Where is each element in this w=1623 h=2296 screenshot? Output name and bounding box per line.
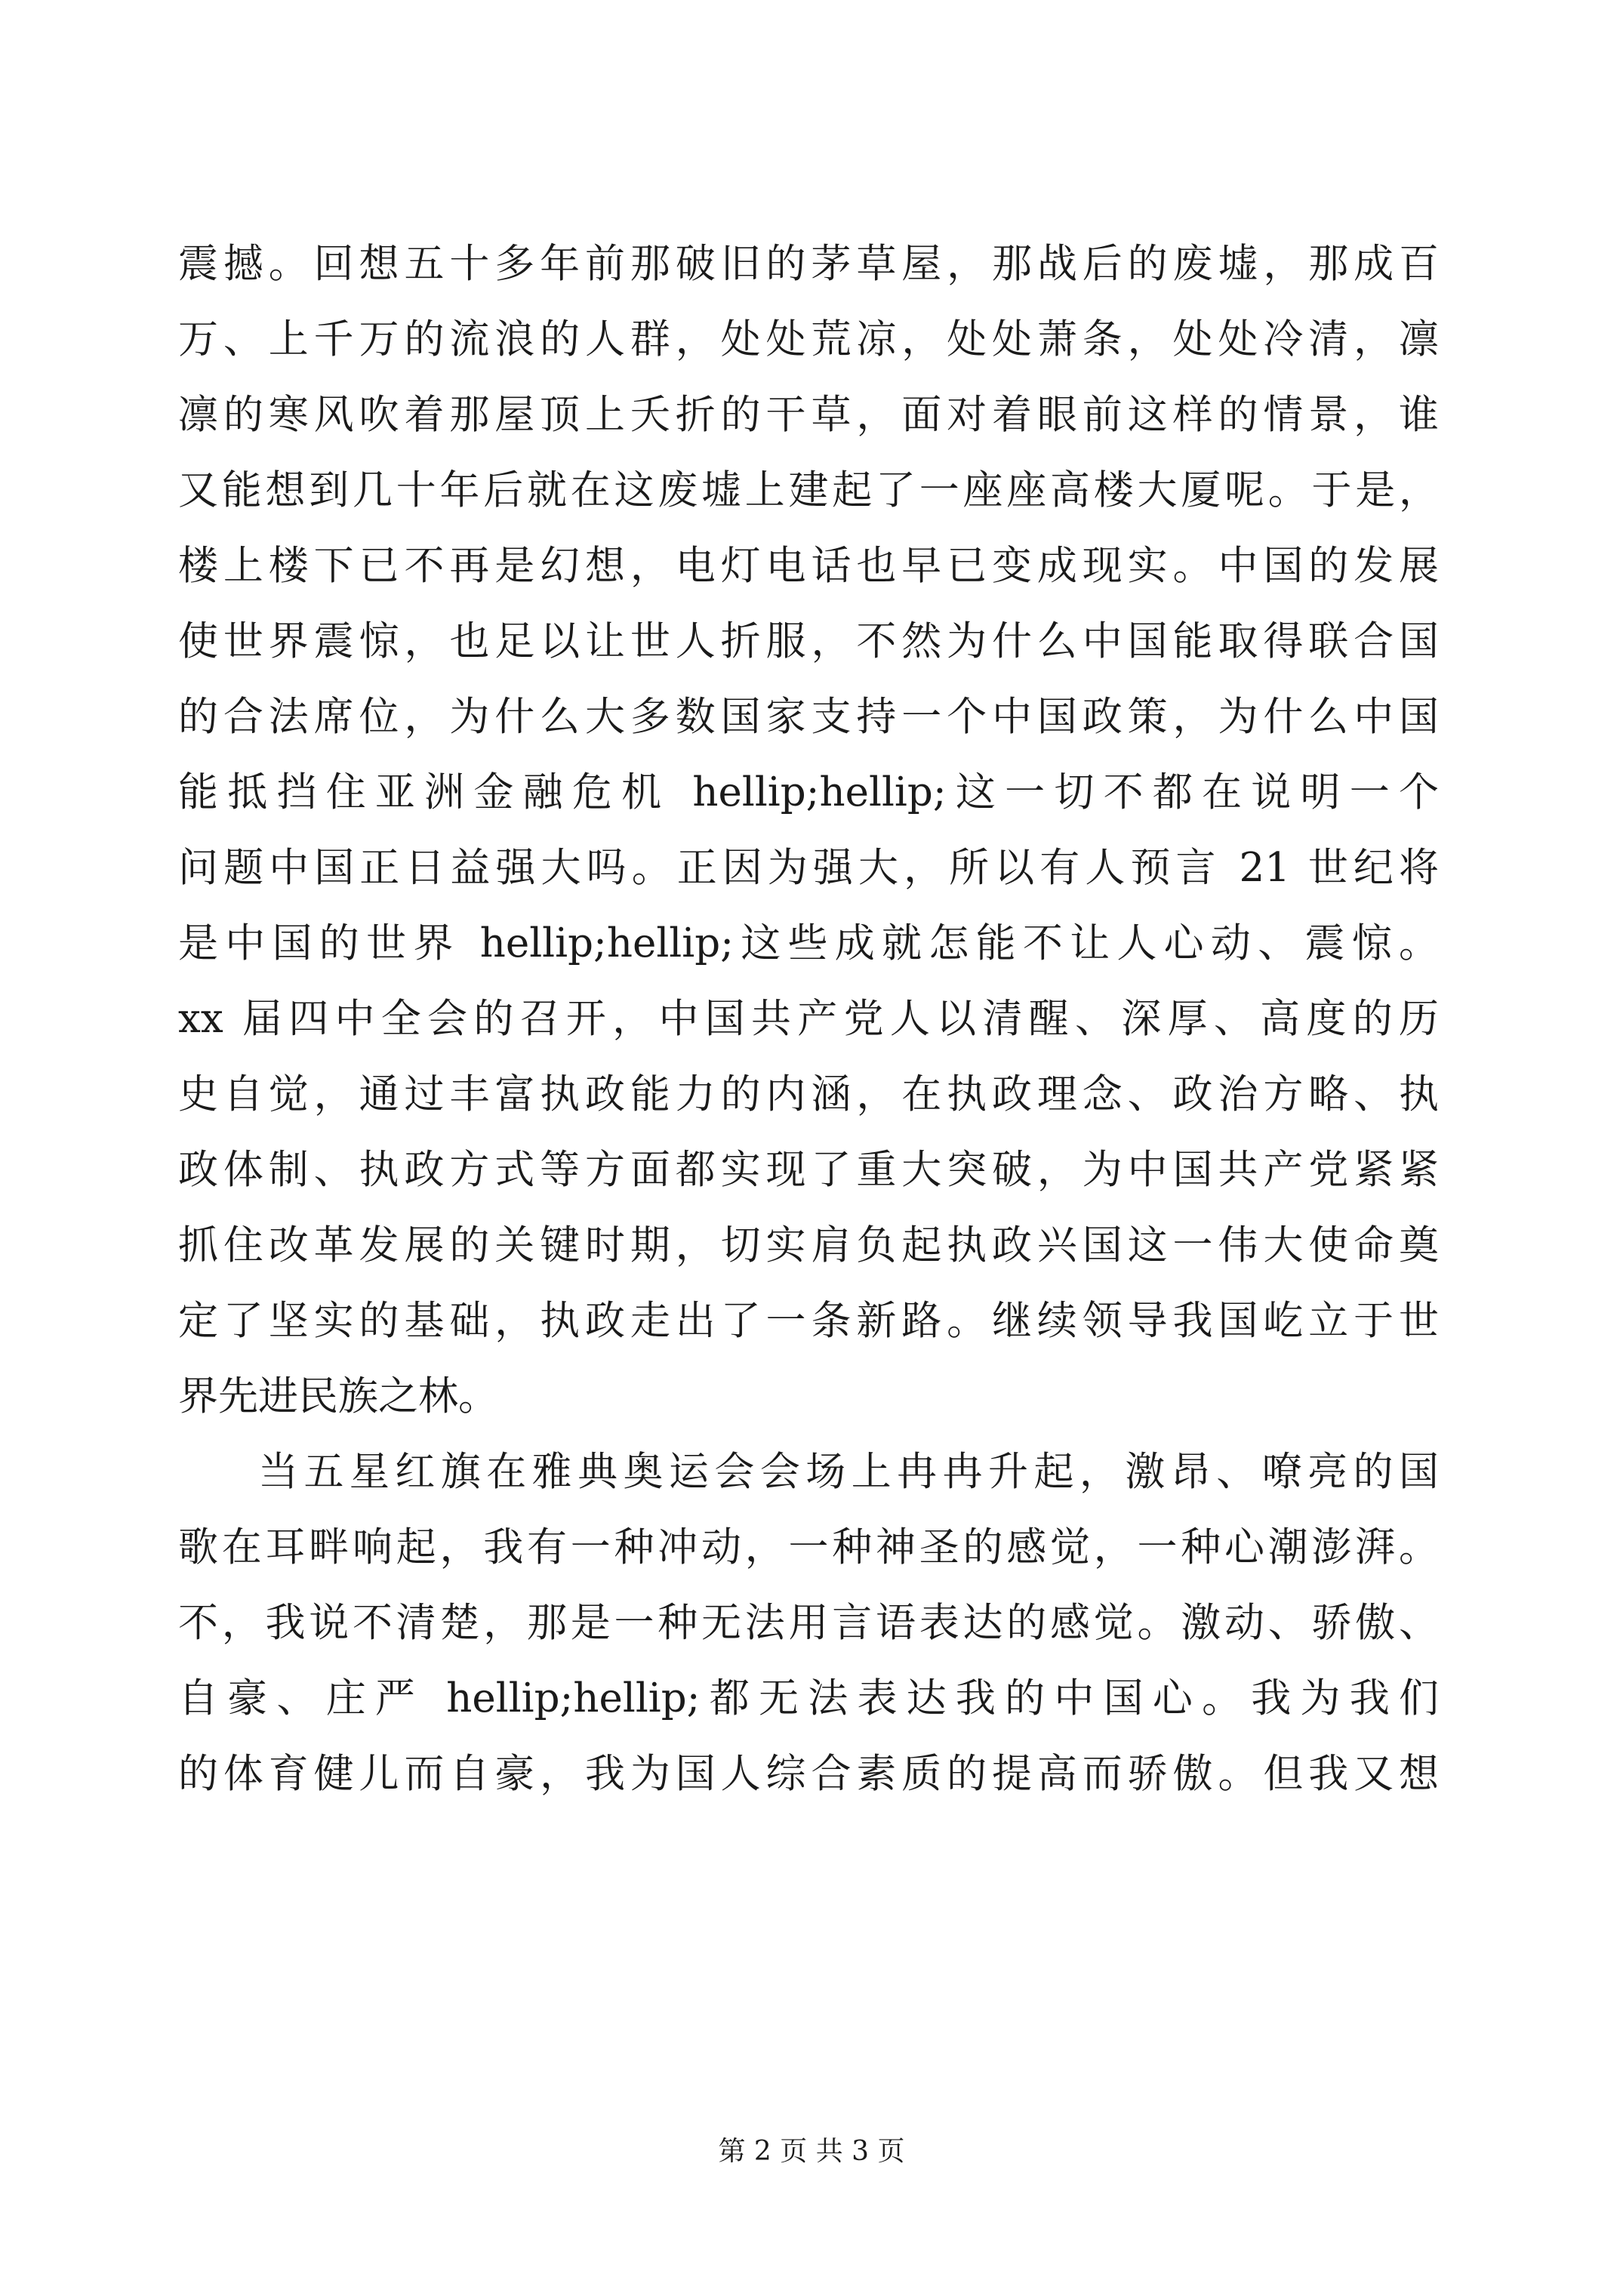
- paragraph-1-line-6: 使世界震惊，也足以让世人折服，不然为什么中国能取得联合国: [178, 618, 1439, 664]
- paragraph-1-line-16: 界先进民族之林。: [178, 1373, 498, 1419]
- paragraph-1-line-5: 楼上楼下已不再是幻想，电灯电话也早已变成现实。中国的发展: [178, 543, 1439, 589]
- paragraph-1-line-10: 是中国的世界 hellip;hellip;这些成就怎能不让人心动、震惊。: [178, 920, 1439, 966]
- paragraph-1-line-12: 史自觉，通过丰富执政能力的内涵，在执政理念、政治方略、执: [178, 1071, 1439, 1117]
- paragraph-1-line-14: 抓住改革发展的关键时期，切实肩负起执政兴国这一伟大使命奠: [178, 1222, 1439, 1268]
- paragraph-1-line-1: 震撼。回想五十多年前那破旧的茅草屋，那战后的废墟，那成百: [178, 241, 1439, 287]
- paragraph-1-line-9: 问题中国正日益强大吗。正因为强大，所以有人预言 21 世纪将: [178, 845, 1439, 891]
- paragraph-2-line-5: 的体育健儿而自豪，我为国人综合素质的提高而骄傲。但我又想: [178, 1751, 1439, 1797]
- paragraph-1-line-8: 能抵挡住亚洲金融危机 hellip;hellip;这一切不都在说明一个: [178, 769, 1439, 815]
- paragraph-1-line-2: 万、上千万的流浪的人群，处处荒凉，处处萧条，处处冷清，凛: [178, 316, 1439, 362]
- paragraph-1-line-15: 定了坚实的基础，执政走出了一条新路。继续领导我国屹立于世: [178, 1298, 1439, 1344]
- paragraph-1-line-7: 的合法席位，为什么大多数国家支持一个中国政策，为什么中国: [178, 694, 1439, 740]
- paragraph-2-line-1: 当五星红旗在雅典奥运会会场上冉冉升起，激昂、嘹亮的国: [258, 1449, 1439, 1495]
- page-number: 第 2 页 共 3 页: [718, 2136, 905, 2167]
- paragraph-1-line-3: 凛的寒风吹着那屋顶上夭折的干草，面对着眼前这样的情景，谁: [178, 392, 1439, 438]
- paragraph-2-line-4: 自豪、庄严 hellip;hellip;都无法表达我的中国心。我为我们: [178, 1675, 1439, 1721]
- paragraph-1-line-13: 政体制、执政方式等方面都实现了重大突破，为中国共产党紧紧: [178, 1147, 1439, 1193]
- document-body: [178, 227, 1439, 1812]
- paragraph-2-line-3: 不，我说不清楚，那是一种无法用言语表达的感觉。激动、骄傲、: [178, 1600, 1439, 1646]
- paragraph-1-line-11: xx 届四中全会的召开，中国共产党人以清醒、深厚、高度的历: [178, 996, 1439, 1042]
- page-footer: [0, 2133, 1623, 2171]
- paragraph-2-line-2: 歌在耳畔响起，我有一种冲动，一种神圣的感觉，一种心潮澎湃。: [178, 1524, 1439, 1570]
- paragraph-1-line-4: 又能想到几十年后就在这废墟上建起了一座座高楼大厦呢。于是，: [178, 467, 1439, 513]
